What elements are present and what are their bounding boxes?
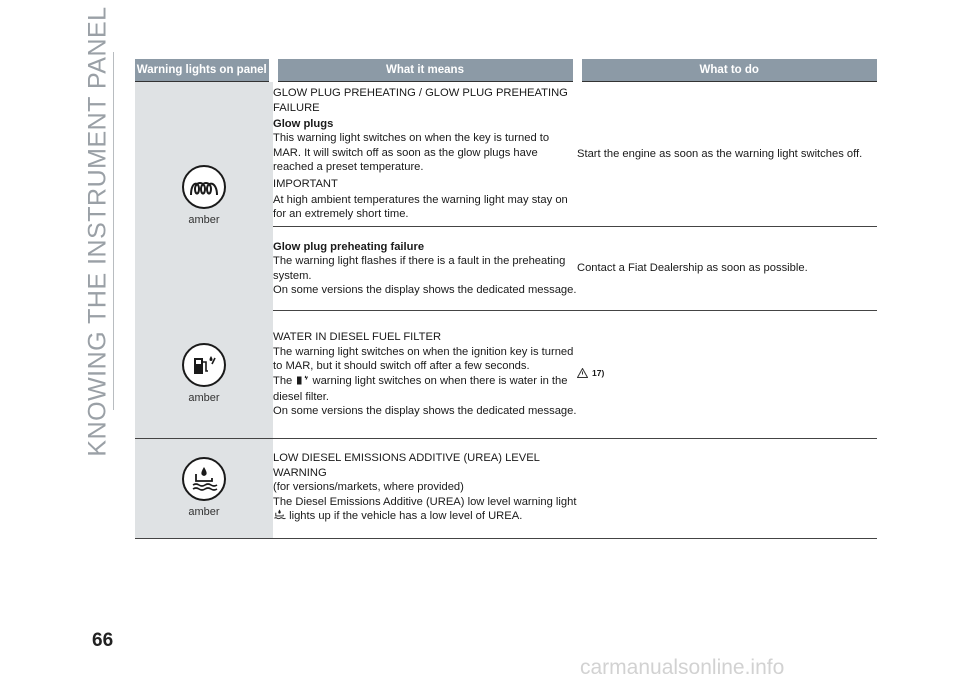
meaning-text: (for versions/markets, where provided)	[273, 481, 464, 494]
row-heading: LOW DIESEL EMISSIONS ADDITIVE (UREA) LEVEL WARNING	[273, 452, 540, 479]
amber-label: amber	[188, 506, 220, 519]
meaning-cell	[273, 311, 577, 439]
water-in-fuel-inline-icon	[295, 374, 309, 390]
water-in-fuel-icon	[182, 343, 226, 387]
icon-cell-urea	[135, 439, 273, 539]
row-heading: GLOW PLUG PREHEATING / GLOW PLUG PREHEATING FAILURE	[273, 87, 568, 114]
todo-cell	[577, 311, 877, 439]
icon-cell-glow-plug	[135, 82, 273, 311]
table-row	[135, 311, 877, 439]
todo-text: Start the engine as soon as the warning light switches off.	[577, 147, 863, 160]
watermark-text: carmanualsonline.info	[580, 656, 785, 679]
amber-label: amber	[188, 214, 220, 227]
row-heading: WATER IN DIESEL FUEL FILTER	[273, 331, 442, 344]
header-warning-lights: Warning lights on panel	[135, 59, 273, 82]
important-text: At high ambient temperatures the warning light may stay on for an extremely short time.	[273, 194, 568, 221]
page-number: 66	[92, 630, 114, 651]
todo-cell	[577, 227, 877, 311]
warning-reference	[577, 366, 604, 380]
table-row	[135, 439, 877, 539]
table-header-row	[135, 59, 877, 82]
meaning-text: This warning light switches on when the key is turned to MAR. It will switch off as soon as the glow plugs have reached a preset temperature.	[273, 132, 550, 174]
meaning-text: The warning light switches on when there is water in the diesel filter.	[273, 374, 568, 403]
important-label: IMPORTANT	[273, 177, 338, 190]
glow-plug-icon	[182, 165, 226, 209]
row-subheading: Glow plug preheating failure	[273, 240, 425, 253]
icon-cell-water-in-fuel	[135, 311, 273, 439]
table-row	[135, 82, 877, 227]
todo-cell-empty	[577, 439, 877, 539]
side-section-title: KNOWING THE INSTRUMENT PANEL	[83, 5, 112, 457]
meaning-text: The warning light switches on when the ignition key is turned to MAR, but it should switch off after a few seconds.	[273, 345, 574, 373]
meaning-text: The warning light flashes if there is a fault in the preheating system.	[273, 255, 566, 282]
urea-level-icon	[182, 457, 226, 501]
amber-label: amber	[188, 392, 220, 405]
warning-triangle-icon	[577, 368, 588, 378]
header-what-to-do: What to do	[577, 59, 877, 82]
meaning-text: On some versions the display shows the dedicated message.	[273, 405, 577, 418]
header-what-it-means: What it means	[273, 59, 577, 82]
meaning-cell	[273, 227, 577, 311]
meaning-text: On some versions the display shows the dedicated message.	[273, 283, 577, 296]
meaning-text: The Diesel Emissions Additive (UREA) low level warning light lights up if the vehicle has a low level of UREA.	[273, 495, 577, 526]
row-subheading: Glow plugs	[273, 117, 334, 130]
todo-cell	[577, 82, 877, 227]
urea-level-inline-icon	[273, 509, 286, 525]
meaning-cell	[273, 439, 577, 539]
side-rule-divider	[113, 52, 114, 410]
warning-lights-table	[135, 59, 877, 539]
todo-text: Contact a Fiat Dealership as soon as possible.	[577, 262, 808, 275]
warning-reference-number: 17)	[592, 368, 605, 379]
meaning-cell	[273, 82, 577, 227]
